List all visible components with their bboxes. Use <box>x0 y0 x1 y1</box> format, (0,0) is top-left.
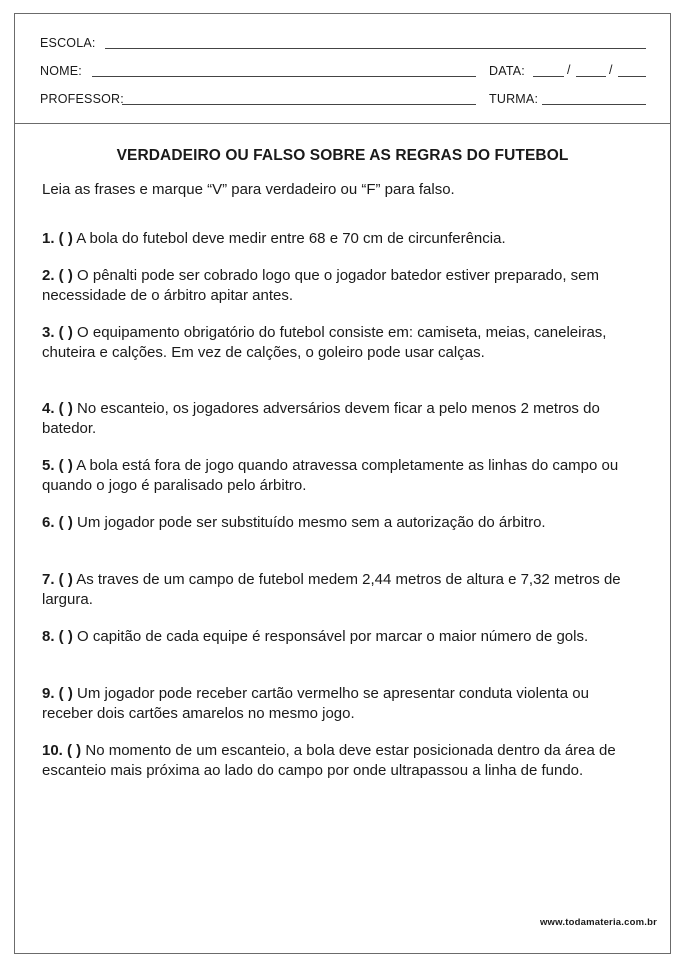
question-text: No momento de um escanteio, a bola deve estar posicionada dentro da área de escanteio mais próxima ao lado do campo por onde ultrapassou a linha de fundo. <box>42 742 616 779</box>
question-item <box>42 570 627 609</box>
question-item <box>42 323 627 362</box>
data-year-field[interactable] <box>618 76 646 77</box>
header-box <box>15 14 670 124</box>
data-label: DATA: <box>489 64 525 78</box>
question-item <box>42 684 627 723</box>
question-number: 5. ( ) <box>42 457 73 474</box>
question-number: 7. ( ) <box>42 571 73 588</box>
turma-field[interactable] <box>542 104 646 105</box>
escola-field[interactable] <box>105 48 646 49</box>
question-text: O pênalti pode ser cobrado logo que o jogador batedor estiver preparado, sem necessidade de o árbitro apitar antes. <box>42 267 600 304</box>
footer-url: www.todamateria.com.br <box>539 917 657 928</box>
question-number: 10. ( ) <box>42 742 82 759</box>
question-number: 8. ( ) <box>42 628 73 645</box>
question-number: 2. ( ) <box>42 267 73 284</box>
professor-field[interactable] <box>122 104 476 105</box>
question-text: Um jogador pode ser substituído mesmo sem a autorização do árbitro. <box>77 514 546 531</box>
question-text: A bola do futebol deve medir entre 68 e 70 cm de circunferência. <box>76 230 506 247</box>
question-number: 9. ( ) <box>42 685 73 702</box>
nome-field[interactable] <box>92 76 476 77</box>
question-text: No escanteio, os jogadores adversários devem ficar a pelo menos 2 metros do batedor. <box>42 400 600 437</box>
date-separator: / <box>567 63 571 77</box>
question-number: 1. ( ) <box>42 230 73 247</box>
question-item <box>42 266 627 305</box>
instruction-text: Leia as frases e marque “V” para verdadeiro ou “F” para falso. <box>42 181 455 198</box>
question-item <box>42 399 627 438</box>
question-text: As traves de um campo de futebol medem 2,44 metros de altura e 7,32 metros de largura. <box>42 571 621 608</box>
turma-label: TURMA: <box>489 92 539 106</box>
data-month-field[interactable] <box>576 76 606 77</box>
question-text: Um jogador pode receber cartão vermelho se apresentar conduta violenta ou receber dois cartões amarelos no mesmo jogo. <box>42 685 589 722</box>
data-day-field[interactable] <box>533 76 564 77</box>
nome-label: NOME: <box>40 64 82 78</box>
professor-label: PROFESSOR: <box>40 92 124 106</box>
question-item <box>42 741 627 780</box>
question-item <box>42 456 627 495</box>
question-number: 6. ( ) <box>42 514 73 531</box>
question-text: O capitão de cada equipe é responsável por marcar o maior número de gols. <box>77 628 589 645</box>
question-number: 4. ( ) <box>42 400 73 417</box>
date-separator: / <box>609 63 613 77</box>
escola-label: ESCOLA: <box>40 36 96 50</box>
question-item <box>42 229 627 249</box>
worksheet-title: VERDADEIRO OU FALSO SOBRE AS REGRAS DO FUTEBOL <box>116 147 569 164</box>
question-item <box>42 627 627 647</box>
question-text: O equipamento obrigatório do futebol consiste em: camiseta, meias, caneleiras, chuteira e calções. Em vez de calções, o goleiro pode usar calças. <box>42 324 607 361</box>
question-text: A bola está fora de jogo quando atravessa completamente as linhas do campo ou quando o jogo é paralisado pelo árbitro. <box>42 457 619 494</box>
question-number: 3. ( ) <box>42 324 73 341</box>
question-item <box>42 513 627 533</box>
